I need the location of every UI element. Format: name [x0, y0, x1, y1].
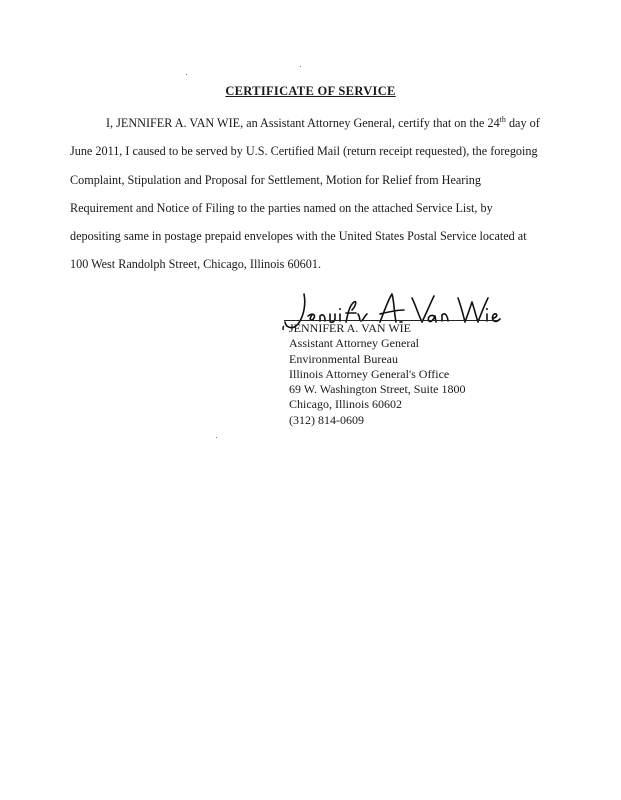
- document-title: CERTIFICATE OF SERVICE: [225, 84, 396, 98]
- body-line-6: 100 West Randolph Street, Chicago, Illinois 60601.: [70, 257, 321, 271]
- signer-title: Assistant Attorney General: [289, 336, 419, 351]
- scan-speck: [186, 74, 187, 75]
- body-line-4: Requirement and Notice of Filing to the parties named on the attached Service List, by: [70, 201, 493, 215]
- body-line-2: June 2011, I caused to be served by U.S. Certified Mail (return receipt requested), the foregoing: [70, 144, 538, 158]
- scan-speck: [216, 437, 217, 438]
- scan-speck: [300, 66, 301, 67]
- body-line-5: depositing same in postage prepaid envelopes with the United States Postal Service located at: [70, 229, 527, 243]
- signer-bureau: Environmental Bureau: [289, 351, 398, 366]
- signer-office: Illinois Attorney General's Office: [289, 366, 450, 381]
- signer-phone: (312) 814-0609: [289, 412, 364, 427]
- signer-name: JENNIFER A. VAN WIE: [289, 321, 412, 335]
- body-line-3: Complaint, Stipulation and Proposal for Settlement, Motion for Relief from Hearing: [70, 173, 481, 187]
- ordinal-suffix: th: [499, 114, 506, 124]
- body-line-1: I, JENNIFER A. VAN WIE, an Assistant Attorney General, certify that on the 24th day of: [106, 114, 540, 130]
- signer-city: Chicago, Illinois 60602: [289, 397, 402, 412]
- signer-street: 69 W. Washington Street, Suite 1800: [289, 382, 466, 397]
- signature-block: [289, 321, 465, 428]
